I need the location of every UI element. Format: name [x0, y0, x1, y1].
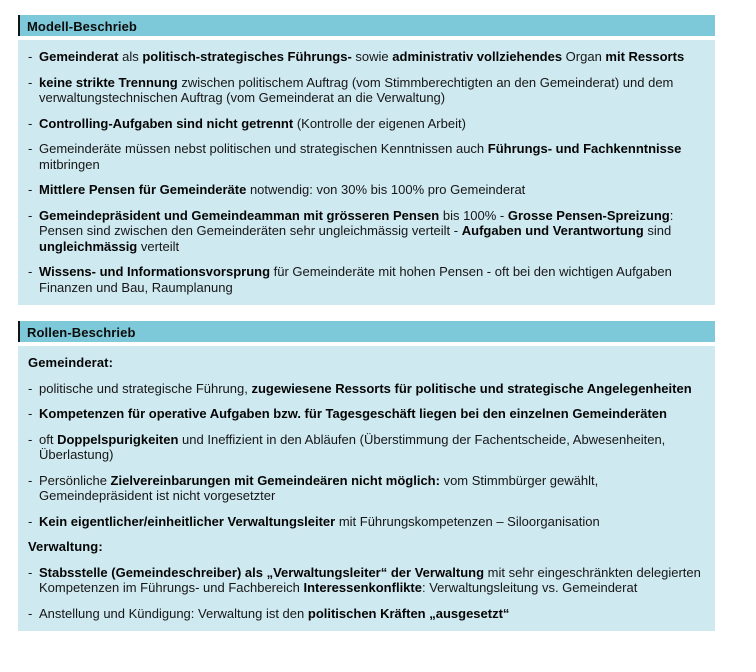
bullet-dash: -: [28, 472, 33, 488]
section-rollen-beschrieb: [18, 321, 715, 631]
bullet-item: [28, 432, 703, 463]
text-runs: politische und strategische Führung, zugewiesene Ressorts für politische und strategische Angelegenheiten: [39, 380, 692, 396]
bullet-dash: -: [28, 141, 33, 156]
bullet-dash: -: [28, 605, 33, 621]
section-title-rollen: Rollen-Beschrieb: [27, 325, 136, 340]
section-title-modell: Modell-Beschrieb: [27, 19, 137, 34]
bullet-dash: -: [28, 513, 33, 529]
text-runs: oft Doppelspurigkeiten und Ineffizient in den Abläufen (Überstimmung der Fachentscheide, Abwesenheiten, Überlastung): [39, 431, 666, 462]
text-runs: Stabsstelle (Gemeindeschreiber) als „Verwaltungsleiter“ der Verwaltung mit sehr eingeschränkten delegierten Kompetenzen im Führungs- und Fachbereich Interessenkonflikte: Verwaltungsleitung vs. Gemeinderat: [39, 564, 701, 595]
bullet-dash: -: [28, 115, 33, 131]
bullet-item: [28, 116, 703, 132]
text-runs: Anstellung und Kündigung: Verwaltung ist den politischen Kräften „ausgesetzt“: [39, 605, 510, 621]
text-runs: Gemeinderat:: [28, 355, 114, 370]
bullet-dash: -: [28, 49, 33, 64]
bullet-item: [28, 406, 703, 422]
bullet-item: [28, 264, 703, 295]
bullet-dash: -: [28, 431, 33, 447]
bullet-item: [28, 141, 703, 172]
text-runs: Kein eigentlicher/einheitlicher Verwaltungsleiter mit Führungskompetenzen – Siloorganisation: [39, 513, 600, 529]
bullet-dash: -: [28, 380, 33, 396]
text-runs: Gemeindepräsident und Gemeindeamman mit grösseren Pensen bis 100% - Grosse Pensen-Spreizung: Pensen sind zwischen den Gemeinderäten sehr ungleichmässig verteilt - Aufgaben und Verantwortung sind ungleichmässig verteilt: [39, 207, 674, 254]
section-modell-beschrieb: [18, 15, 715, 305]
bullet-item: [28, 182, 703, 198]
bullet-dash: -: [28, 207, 33, 223]
bullet-dash: -: [28, 74, 33, 90]
bullet-item: [28, 565, 703, 596]
bullet-item: [28, 75, 703, 106]
text-runs: Gemeinderäte müssen nebst politischen und strategischen Kenntnissen auch Führungs- und Fachkenntnisse mitbringen: [39, 141, 682, 172]
text-runs: Verwaltung:: [28, 539, 103, 554]
text-runs: Persönliche Zielvereinbarungen mit Gemeindeären nicht möglich: vom Stimmbürger gewählt, Gemeindepräsident ist nicht vorgesetzter: [39, 472, 599, 503]
section-body-rollen: [18, 346, 715, 631]
bullet-item: [28, 208, 703, 255]
text-runs: keine strikte Trennung zwischen politischem Auftrag (vom Stimmberechtigten an den Gemeinderat) und dem verwaltungstechnischen Auftrag (vom Gemeinderat an die Verwaltung): [39, 74, 674, 105]
bullet-item: [28, 606, 703, 622]
bullet-item: [28, 473, 703, 504]
section-body-modell: [18, 40, 715, 305]
bullet-item: [28, 514, 703, 530]
section-header-rollen: [18, 321, 715, 342]
bullet-dash: -: [28, 182, 33, 197]
text-runs: Mittlere Pensen für Gemeinderäte notwendig: von 30% bis 100% pro Gemeinderat: [39, 182, 526, 197]
bullet-dash: -: [28, 406, 33, 421]
section-header-modell: [18, 15, 715, 36]
text-runs: Wissens- und Informationsvorsprung für Gemeinderäte mit hohen Pensen - oft bei den wichtigen Aufgaben Finanzen und Bau, Raumplanung: [39, 264, 672, 295]
bullet-dash: -: [28, 264, 33, 279]
text-runs: Gemeinderat als politisch-strategisches Führungs- sowie administrativ vollziehendes Organ mit Ressorts: [39, 49, 685, 64]
text-runs: Controlling-Aufgaben sind nicht getrennt (Kontrolle der eigenen Arbeit): [39, 115, 466, 131]
text-runs: Kompetenzen für operative Aufgaben bzw. für Tagesgeschäft liegen bei den einzelnen Gemeinderäten: [39, 406, 667, 421]
bullet-dash: -: [28, 564, 33, 580]
bullet-item: [28, 49, 703, 65]
sub-heading: [28, 355, 703, 371]
bullet-item: [28, 381, 703, 397]
sub-heading: [28, 539, 703, 555]
